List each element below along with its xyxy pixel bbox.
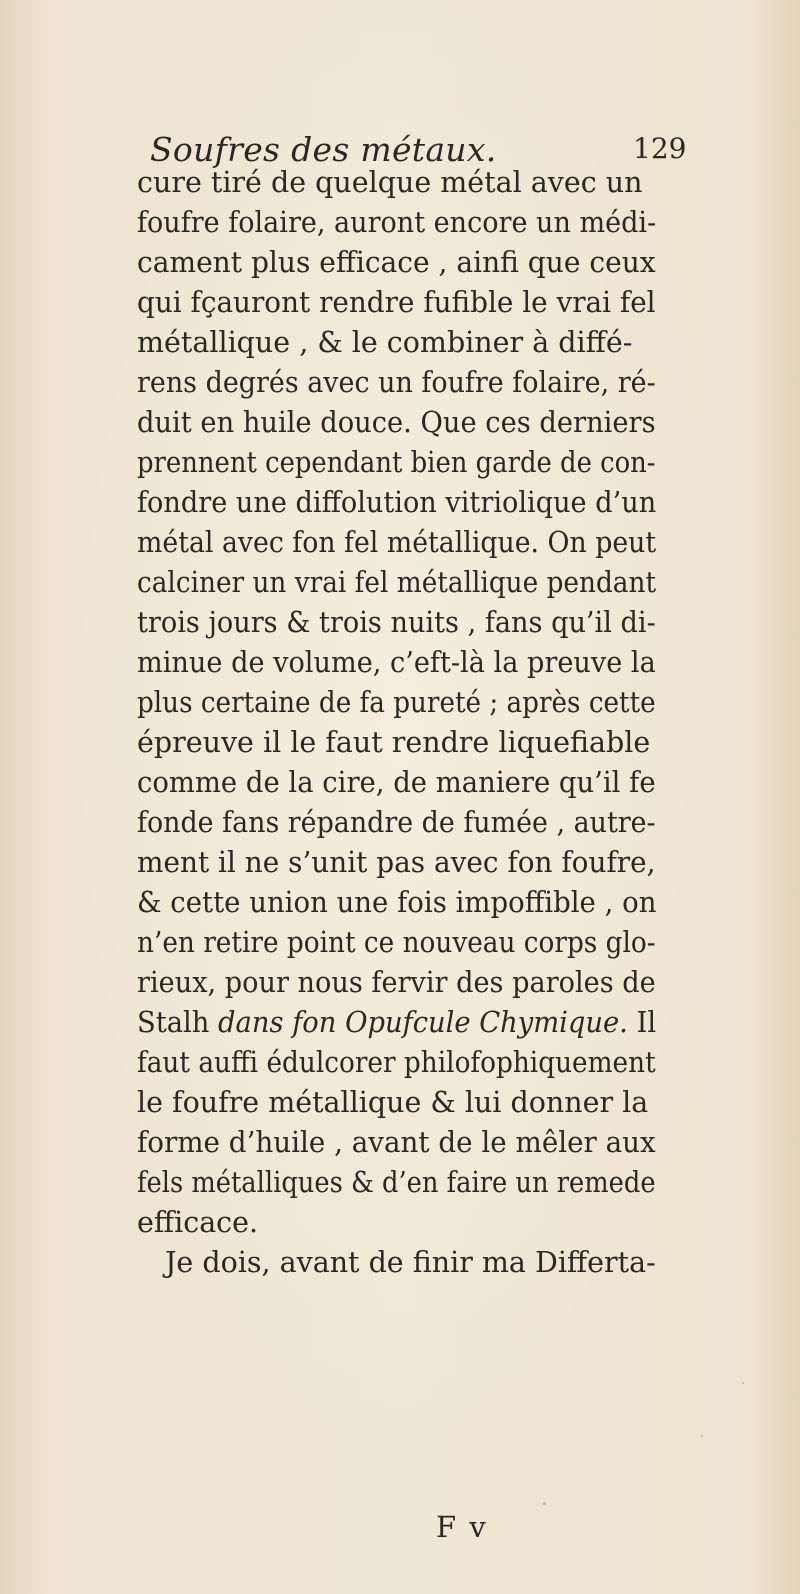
text-run: Il — [627, 1006, 657, 1039]
text-line: & cette union une fois impoffible , on — [137, 886, 657, 919]
text-line: faut auffi édulcorer philofophiquement — [137, 1046, 656, 1079]
text-line: métallique , & le combiner à diffé- — [137, 326, 633, 359]
text-line: cament plus efficace , ainfi que ceux — [137, 246, 656, 279]
text-line: efficace. — [137, 1206, 259, 1239]
text-line: cure tiré de quelque métal avec un — [137, 166, 643, 199]
text-line: duit en huile douce. Que ces derniers — [137, 406, 656, 439]
running-title: Soufres des métaux. — [150, 130, 497, 169]
text-line: minue de volume, c’eft-là la preuve la — [137, 646, 656, 679]
text-run: Stalh — [137, 1006, 219, 1039]
text-line: épreuve il le faut rendre liquefiable — [137, 726, 651, 759]
text-line: plus certaine de fa pureté ; après cette — [137, 686, 656, 719]
text-line: métal avec fon fel métallique. On peut — [137, 526, 657, 559]
paper-speck — [742, 1382, 744, 1384]
text-line: fondre une diffolution vitriolique d’un — [137, 486, 657, 519]
page-number: 129 — [633, 132, 687, 165]
text-line: trois jours & trois nuits , fans qu’il di- — [137, 606, 656, 639]
text-line: calciner un vrai fel métallique pendant — [137, 566, 657, 599]
signature-mark: F v — [436, 1510, 488, 1544]
text-line: fonde fans répandre de fumée , autre- — [137, 806, 656, 839]
paper-speck — [701, 1435, 703, 1437]
text-line: n’en retire point ce nouveau corps glo- — [137, 926, 656, 959]
text-line: rieux, pour nous fervir des paroles de — [137, 966, 656, 999]
text-line — [137, 1003, 656, 1043]
text-line: qui fçauront rendre fufible le vrai fel — [137, 286, 656, 319]
text-line: le foufre métallique & lui donner la — [137, 1086, 649, 1119]
text-line: forme d’huile , avant de le mêler aux — [137, 1126, 656, 1159]
text-line: prennent cependant bien garde de con- — [137, 446, 656, 479]
text-line: foufre folaire, auront encore un médi- — [137, 206, 657, 239]
text-line: fels métalliques & d’en faire un remede — [137, 1166, 656, 1199]
paper-speck — [543, 1502, 546, 1505]
text-line: ment il ne s’unit pas avec fon foufre, — [137, 846, 656, 879]
italic-title: dans fon Opufcule Chymique. — [218, 1006, 628, 1039]
text-line: comme de la cire, de maniere qu’il fe — [137, 766, 656, 799]
text-line: rens degrés avec un foufre folaire, ré- — [137, 366, 656, 399]
text-line: Je dois, avant de finir ma Differta- — [165, 1246, 656, 1279]
